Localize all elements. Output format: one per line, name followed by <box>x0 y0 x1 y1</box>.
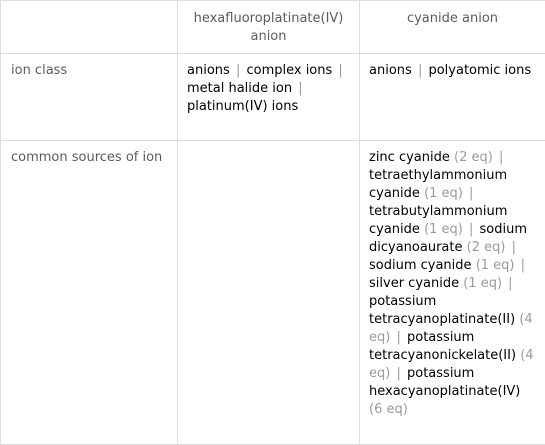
list-separator: | <box>338 63 343 78</box>
header-hexafluoroplatinate: hexafluoroplatinate(IV) anion <box>178 1 360 54</box>
equivalents-note: (4 eq) <box>369 348 534 381</box>
list-item: sodium cyanide <box>369 258 472 273</box>
list-item: potassium tetracyanonickelate(II) <box>369 330 517 363</box>
list-item: sodium dicyanoaurate <box>369 222 528 255</box>
ion-class-hexafluoroplatinate <box>178 54 360 141</box>
table-row <box>1 54 545 141</box>
sources-hexafluoroplatinate <box>178 141 360 445</box>
equivalents-note: (1 eq) <box>475 258 515 273</box>
list-item: complex ions <box>246 63 333 78</box>
list-item: anions <box>369 63 412 78</box>
list-separator: | <box>469 186 474 201</box>
header-row <box>1 1 545 54</box>
row-label-common-sources: common sources of ion <box>1 141 178 445</box>
equivalents-note: (1 eq) <box>424 222 463 237</box>
list-item: potassium hexacyanoplatinate(IV) <box>369 366 521 399</box>
equivalents-note: (4 eq) <box>369 312 533 345</box>
list-item: platinum(IV) ions <box>187 99 299 114</box>
list-separator: | <box>396 330 401 345</box>
list-item: anions <box>187 63 230 78</box>
equivalents-note: (1 eq) <box>424 186 463 201</box>
list-separator: | <box>298 81 303 96</box>
list-separator: | <box>498 150 504 165</box>
sources-cyanide <box>360 141 545 445</box>
list-separator: | <box>511 240 516 255</box>
equivalents-note: (2 eq) <box>466 240 506 255</box>
list-separator: | <box>417 63 423 78</box>
equivalents-note: (6 eq) <box>369 402 408 417</box>
list-separator: | <box>396 366 401 381</box>
list-item: tetraethylammonium cyanide <box>369 168 508 201</box>
list-item: metal halide ion <box>187 81 293 96</box>
list-separator: | <box>235 63 241 78</box>
table-row <box>1 141 545 445</box>
ion-class-cyanide <box>360 54 545 141</box>
list-separator: | <box>469 222 474 237</box>
list-separator: | <box>520 258 526 273</box>
list-item: polyatomic ions <box>428 63 532 78</box>
list-item: tetrabutylammonium cyanide <box>369 204 508 237</box>
equivalents-note: (2 eq) <box>454 150 493 165</box>
list-item: potassium tetracyanoplatinate(II) <box>369 294 516 327</box>
header-corner <box>1 1 178 54</box>
header-cyanide: cyanide anion <box>360 1 545 54</box>
row-label-ion-class: ion class <box>1 54 178 141</box>
list-separator: | <box>508 276 513 291</box>
list-item: zinc cyanide <box>369 150 450 165</box>
list-item: silver cyanide <box>369 276 460 291</box>
equivalents-note: (1 eq) <box>463 276 503 291</box>
